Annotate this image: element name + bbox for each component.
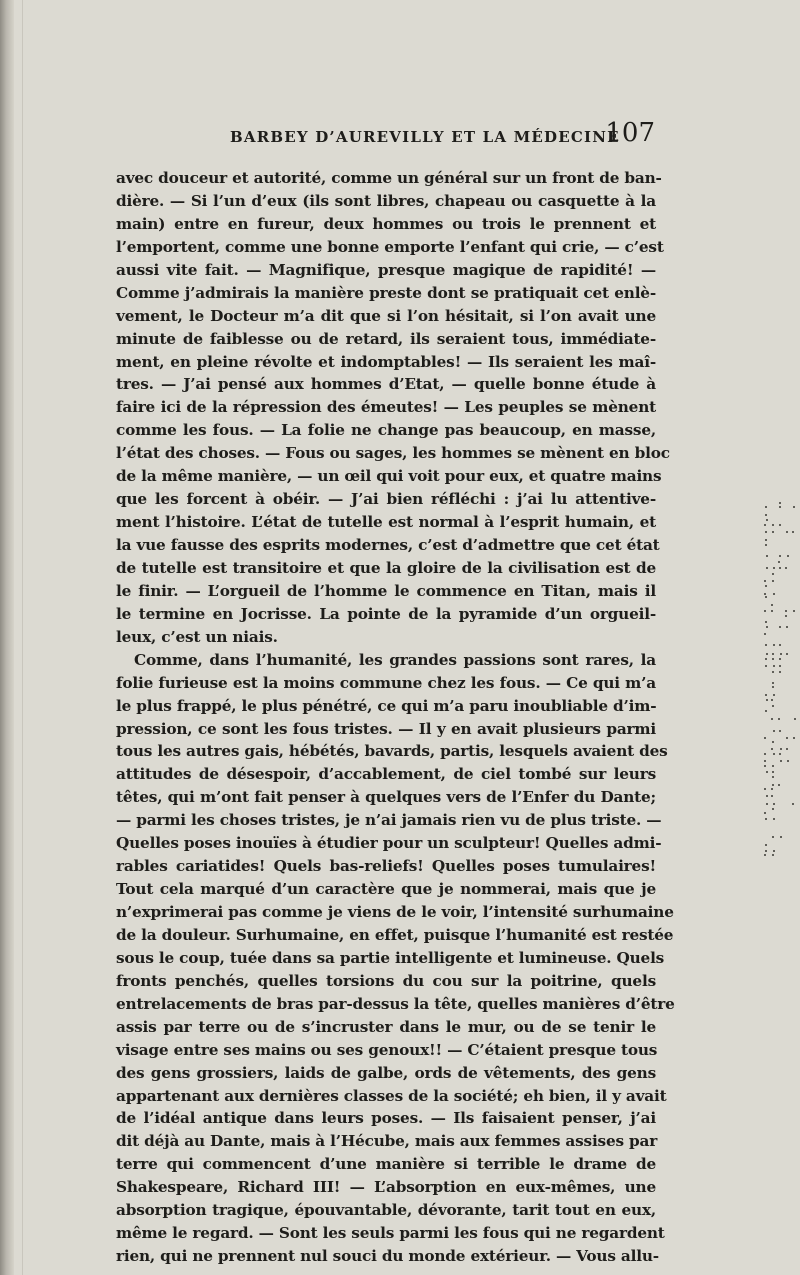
- bleed-dot: [766, 771, 768, 773]
- bleed-dot: [773, 850, 775, 852]
- bleed-dot: [771, 748, 773, 750]
- bleed-dot: [764, 854, 766, 856]
- text-line: comme les fous. — La folie ne change pas beaucoup, en masse,: [116, 421, 656, 440]
- bleed-dot: [780, 748, 782, 750]
- bleed-dot: [771, 788, 773, 790]
- text-line: assis par terre ou de s’incruster dans le mur, ou de se tenir le: [116, 1017, 656, 1036]
- bleed-dot: [779, 753, 781, 755]
- text-line: que les forcent à obéir. — J’ai bien réfléchi : j’ai lu attentive-: [116, 490, 656, 509]
- text-line: aussi vite fait. — Magnifique, presque magique de rapidité! —: [116, 260, 656, 279]
- bleed-dot: [765, 818, 767, 820]
- page-header: [230, 118, 655, 152]
- text-line: des gens grossiers, laids de galbe, ords de vêtements, des gens: [116, 1063, 656, 1082]
- bleed-dot: [771, 795, 773, 797]
- book-spine-shadow: [0, 0, 14, 1275]
- bleed-dot: [765, 710, 767, 712]
- text-line: n’exprimerai pas comme je viens de le voir, l’intensité surhumaine: [116, 903, 674, 921]
- bleed-dot: [772, 765, 774, 767]
- bleed-dot: [772, 573, 774, 575]
- bleed-dot: [765, 850, 767, 852]
- bleed-dot: [765, 621, 767, 623]
- bleed-dot: [785, 610, 787, 612]
- running-title: BARBEY D’AUREVILLY ET LA MÉDECINE: [230, 128, 620, 146]
- bleed-dot: [764, 788, 766, 790]
- text-line: de l’idéal antique dans leurs poses. — Ils faisaient penser, j’ai: [116, 1109, 656, 1128]
- bleed-dot: [773, 694, 775, 696]
- text-line: entrelacements de bras par-dessus la tête, quelles manières d’être: [116, 994, 675, 1013]
- bleed-dot: [779, 502, 781, 504]
- bleed-dot: [785, 567, 787, 569]
- text-line: l’état des choses. — Fous ou sages, les hommes se mènent en bloc: [116, 444, 670, 463]
- bleed-dot: [765, 585, 767, 587]
- bleed-dot: [764, 633, 766, 635]
- text-line: le plus frappé, le plus pénétré, ce qui m’a paru inoubliable d’im-: [116, 696, 657, 715]
- text-line: la vue fausse des esprits modernes, c’est d’admettre que cet état: [116, 536, 660, 554]
- bleed-dot: [766, 626, 768, 628]
- bleed-dot: [779, 524, 781, 526]
- bleed-dot: [765, 596, 767, 598]
- bleed-dot: [780, 836, 782, 838]
- text-line: appartenant aux dernières classes de la société; eh bien, il y avait: [116, 1086, 667, 1105]
- bleed-dot: [772, 771, 774, 773]
- text-line: main) entre en fureur, deux hommes ou trois le prennent et: [116, 214, 656, 233]
- bleed-dot: [764, 812, 766, 814]
- bleed-dot: [766, 803, 768, 805]
- bleed-dot: [772, 854, 774, 856]
- bleed-dot: [778, 718, 780, 720]
- bleed-dot: [773, 567, 775, 569]
- bleed-dot: [786, 653, 788, 655]
- text-line: de la même manière, — un œil qui voit pour eux, et quatre mains: [116, 467, 662, 486]
- bleed-dot: [779, 567, 781, 569]
- gutter-line: [22, 0, 23, 1275]
- bleed-dot: [772, 580, 774, 582]
- bleed-dot: [764, 593, 766, 595]
- bleed-dot: [771, 718, 773, 720]
- bleed-dot: [764, 580, 766, 582]
- text-line: avec douceur et autorité, comme un général sur un front de ban-: [116, 169, 662, 187]
- bleed-dot: [766, 699, 768, 701]
- bleed-dot: [772, 531, 774, 533]
- bleed-dot: [764, 737, 766, 739]
- bleed-dot: [778, 561, 780, 563]
- bleed-dot: [766, 567, 768, 569]
- text-line: ment l’histoire. L’état de tutelle est normal à l’esprit humain, et: [116, 513, 656, 532]
- bleed-dot: [772, 741, 774, 743]
- bleed-dot: [765, 539, 767, 541]
- bleed-dot: [765, 644, 767, 646]
- bleed-dot: [765, 544, 767, 546]
- bleed-dot: [792, 803, 794, 805]
- bleed-dot: [786, 626, 788, 628]
- bleed-dot: [793, 506, 795, 508]
- bleed-dot: [778, 784, 780, 786]
- bleed-dot: [773, 593, 775, 595]
- bleed-dot: [779, 658, 781, 660]
- bleed-dot: [765, 658, 767, 660]
- text-line: minute de faiblesse ou de retard, ils seraient tous, immédiate-: [116, 329, 656, 348]
- text-line: ment, en pleine révolte et indomptables! — Ils seraient les maî-: [116, 352, 656, 371]
- bleed-dot: [772, 836, 774, 838]
- bleed-dot: [772, 784, 774, 786]
- bleed-dot: [786, 531, 788, 533]
- bleed-dot: [792, 531, 794, 533]
- text-line: l’emportent, comme une bonne emporte l’enfant qui crie, — c’est: [116, 237, 664, 256]
- bleed-dot: [766, 653, 768, 655]
- text-line: fronts penchés, quelles torsions du cou sur la poitrine, quels: [116, 971, 656, 990]
- bleed-dot: [764, 524, 766, 526]
- bleed-dot: [793, 610, 795, 612]
- bleed-dot: [786, 748, 788, 750]
- bleed-dot: [780, 653, 782, 655]
- bleed-dot: [772, 524, 774, 526]
- text-line: dière. — Si l’un d’eux (ils sont libres, chapeau ou casquette à la: [116, 191, 656, 210]
- bleed-dot: [779, 644, 781, 646]
- bleed-dot: [779, 506, 781, 508]
- bleed-dot: [765, 665, 767, 667]
- bleed-dot: [773, 803, 775, 805]
- text-line: Comme j’admirais la manière preste dont se pratiquait cet enlè-: [116, 283, 656, 302]
- bleed-dot: [773, 730, 775, 732]
- text-line: vement, le Docteur m’a dit que si l’on hésitait, si l’on avait une: [116, 306, 656, 325]
- bleed-dot: [779, 730, 781, 732]
- bleed-dot: [772, 808, 774, 810]
- text-line: rien, qui ne prennent nul souci du monde extérieur. — Vous allu-: [116, 1247, 659, 1266]
- bleed-dot: [764, 765, 766, 767]
- bleed-dot: [773, 818, 775, 820]
- bleed-dot: [786, 737, 788, 739]
- bleed-dot: [773, 644, 775, 646]
- bleed-dot: [779, 665, 781, 667]
- bleed-dot: [771, 699, 773, 701]
- bleed-dot: [785, 615, 787, 617]
- text-line: Quelles poses inouïes à étudier pour un sculpteur! Quelles admi-: [116, 834, 662, 853]
- bleed-dot: [764, 760, 766, 762]
- bleed-dot: [764, 610, 766, 612]
- text-line: — parmi les choses tristes, je n’ai jamais rien vu de plus triste. —: [116, 811, 662, 830]
- bleed-dot: [780, 760, 782, 762]
- bleed-dot: [766, 519, 768, 521]
- bleed-dot: [772, 682, 774, 684]
- text-line: le finir. — L’orgueil de l’homme le commence en Titan, mais il: [116, 581, 656, 600]
- text-line: absorption tragique, épouvantable, dévorante, tarit tout en eux,: [116, 1201, 656, 1220]
- bleed-dot: [771, 610, 773, 612]
- text-line: terre qui commencent d’une manière si terrible le drame de: [116, 1155, 656, 1174]
- bleed-dot: [766, 555, 768, 557]
- body-text: [116, 167, 675, 1268]
- text-line: même le regard. — Sont les seuls parmi les fous qui ne regardent: [116, 1224, 665, 1243]
- bleed-dot: [779, 555, 781, 557]
- text-line: visage entre ses mains ou ses genoux!! — C’étaient presque tous: [116, 1040, 658, 1059]
- text-line: têtes, qui m’ont fait penser à quelques vers de l’Enfer du Dante;: [116, 788, 656, 807]
- bleed-dot: [771, 604, 773, 606]
- text-line: attitudes de désespoir, d’accablement, de ciel tombé sur leurs: [116, 765, 656, 784]
- text-line: sous le coup, tuée dans sa partie intelligente et lumineuse. Quels: [116, 948, 665, 967]
- text-line: folie furieuse est la moins commune chez les fous. — Ce qui m’a: [116, 673, 656, 692]
- text-line: dit déjà au Dante, mais à l’Hécube, mais aux femmes assises par: [116, 1132, 658, 1151]
- bleed-dot: [772, 776, 774, 778]
- bleed-dot: [772, 686, 774, 688]
- text-line: le termine en Jocrisse. La pointe de la pyramide d’un orgueil-: [116, 604, 656, 623]
- text-line: Comme, dans l’humanité, les grandes passions sont rares, la: [134, 650, 656, 669]
- bleed-dot: [779, 671, 781, 673]
- bleed-dot: [772, 653, 774, 655]
- text-line: faire ici de la répression des émeutes! — Les peuples se mènent: [116, 398, 656, 417]
- bleed-dot: [772, 671, 774, 673]
- text-line: Shakespeare, Richard III! — L’absorption en eux-mêmes, une: [116, 1178, 656, 1197]
- bleed-dot: [793, 737, 795, 739]
- bleed-dot: [794, 718, 796, 720]
- bleed-dot: [766, 795, 768, 797]
- bleed-dot: [772, 705, 774, 707]
- bleed-dot: [772, 658, 774, 660]
- bleed-dot: [773, 753, 775, 755]
- bleed-dot: [787, 555, 789, 557]
- page-number: 107: [605, 118, 655, 148]
- bleed-dot: [764, 753, 766, 755]
- bleed-dot: [779, 626, 781, 628]
- text-line: leux, c’est un niais.: [116, 627, 278, 646]
- bleed-dot: [765, 694, 767, 696]
- text-line: de la douleur. Surhumaine, en effet, puisque l’humanité est restée: [116, 925, 674, 944]
- text-line: Tout cela marqué d’un caractère que je nommerai, mais que je: [116, 880, 656, 899]
- bleed-dot: [787, 760, 789, 762]
- text-line: rables cariatides! Quels bas-reliefs! Quelles poses tumulaires!: [116, 857, 656, 876]
- bleed-dot: [773, 665, 775, 667]
- bleed-dot: [765, 844, 767, 846]
- bleed-dot: [765, 531, 767, 533]
- text-line: tous les autres gais, hébétés, bavards, partis, lesquels avaient des: [116, 742, 668, 761]
- text-line: pression, ce sont les fous tristes. — Il y en avait plusieurs parmi: [116, 719, 656, 738]
- margin-print-bleed: [762, 500, 798, 870]
- text-line: tres. — J’ai pensé aux hommes d’Etat, — quelle bonne étude à: [116, 375, 656, 394]
- bleed-dot: [765, 514, 767, 516]
- bleed-dot: [765, 506, 767, 508]
- text-line: de tutelle est transitoire et que la gloire de la civilisation est de: [116, 558, 656, 577]
